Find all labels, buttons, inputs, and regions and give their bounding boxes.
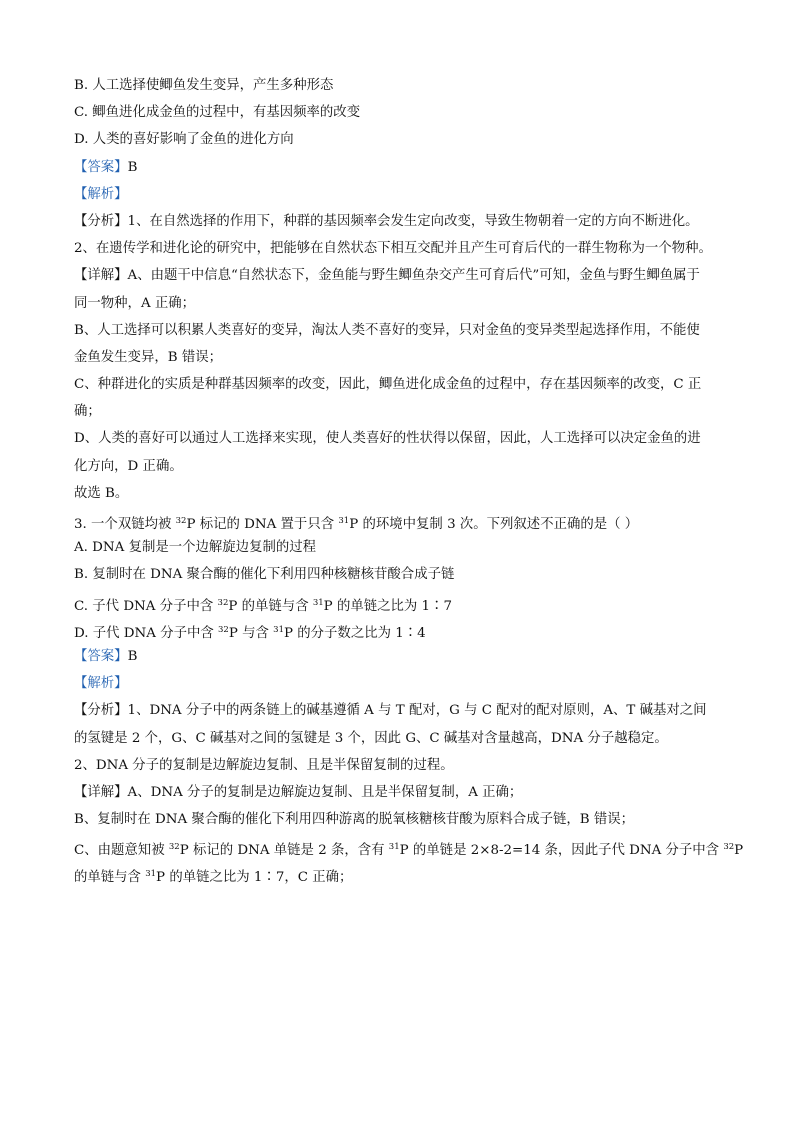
q3-analysis-line: 【分析】1、DNA 分子中的两条链上的碱基遵循 A 与 T 配对，G 与 C 配对的配对原则，A、T 碱基对之间 (74, 703, 707, 719)
q3-answer (74, 647, 726, 667)
superscript-31: 31 (312, 597, 324, 608)
q2-analysis-line: 金鱼发生变异，B 错误； (74, 349, 223, 365)
q3-option-b: B. 复制时在 DNA 聚合酶的催化下利用四种核糖核苷酸合成子链 (74, 567, 455, 583)
q2-analysis-label: 【解析】 (74, 186, 128, 202)
option-part: P 与含 (228, 625, 274, 641)
superscript-32: 32 (175, 516, 187, 526)
superscript-32: 32 (168, 842, 180, 853)
superscript-32: 32 (217, 597, 229, 608)
q2-option-d: D. 人类的喜好影响了金鱼的进化方向 (74, 132, 294, 148)
q2-analysis-line: 【分析】1、在自然选择的作用下，种群的基因频率会发生定向改变，导致生物朝着一定的方向不断进化。 (74, 213, 699, 229)
option-part: C. 子代 DNA 分子中含 (74, 598, 218, 614)
answer-label: 【答案】 (74, 159, 128, 175)
option-part: D. 子代 DNA 分子中含 (74, 625, 219, 641)
q3-option-a: A. DNA 复制是一个边解旋边复制的过程 (74, 540, 317, 556)
q2-analysis-line: 故选 B。 (74, 485, 129, 501)
superscript-31: 31 (388, 842, 400, 853)
q3-analysis-line (74, 837, 744, 859)
option-part: P 的分子数之比为 1∶4 (283, 625, 426, 641)
q2-analysis-line: 同一物种，A 正确； (74, 295, 196, 311)
q3-analysis-line (74, 864, 726, 884)
option-part: P 的单链与含 (228, 598, 313, 614)
answer-value: B (127, 159, 138, 175)
q2-option-c: C. 鲫鱼进化成金鱼的过程中，有基因频率的改变 (74, 105, 361, 121)
q2-answer (74, 158, 726, 178)
q3-analysis-line: 的氢键是 2 个，G、C 碱基对之间的氢键是 3 个，因此 G、C 碱基对含量越高，DNA 分子越稳定。 (74, 730, 668, 746)
option-part: P 的单链之比为 1∶7 (323, 598, 452, 614)
q2-analysis-line: B、人工选择可以积累人类喜好的变异，淘汰人类不喜好的变异，只对金鱼的变异类型起选择作用，不能使 (74, 322, 700, 338)
q3-stem-part: P 的环境中复制 3 次。下列叙述不正确的是（ ） (349, 517, 639, 532)
superscript-32: 32 (723, 842, 735, 853)
answer-label: 【答案】 (74, 648, 128, 664)
q2-analysis-line: 确； (74, 404, 101, 420)
superscript-31: 31 (338, 516, 350, 526)
q3-analysis-line: 【详解】A、DNA 分子的复制是边解旋边复制、且是半保留复制，A 正确； (74, 784, 523, 800)
analysis-part: P 的单链之比为 1∶7，C 正确； (156, 870, 353, 886)
q3-stem (74, 511, 726, 531)
superscript-32: 32 (218, 624, 229, 635)
q2-analysis-line: C、种群进化的实质是种群基因频率的改变，因此，鲫鱼进化成金鱼的过程中，存在基因频率的改变，C 正 (74, 377, 702, 393)
q3-stem-part: 3. 一个双链均被 (74, 517, 176, 532)
analysis-part: P 标记的 DNA 单链是 2 条，含有 (179, 843, 389, 859)
q2-analysis-line: 化方向，D 正确。 (74, 458, 183, 474)
q3-analysis-line: 2、DNA 分子的复制是边解旋边复制、且是半保留复制的过程。 (74, 757, 454, 773)
q2-analysis-line: D、人类的喜好可以通过人工选择来实现，使人类喜好的性状得以保留，因此，人工选择可以决定金鱼的进 (74, 431, 701, 447)
analysis-part: 的单链与含 (74, 870, 146, 886)
q3-analysis-line: B、复制时在 DNA 聚合酶的催化下利用四种游离的脱氧核糖核苷酸为原料合成子链，B 错误； (74, 812, 635, 828)
analysis-part: P 的单链是 2×8-2=14 条，因此子代 DNA 分子中含 (399, 843, 724, 859)
analysis-part: C、由题意知被 (74, 843, 169, 859)
q2-analysis-line: 2、在遗传学和进化论的研究中，把能够在自然状态下相互交配并且产生可育后代的一群生物称为一个物种。 (74, 241, 712, 257)
superscript-31: 31 (145, 869, 157, 880)
q3-option-c (74, 593, 726, 613)
q2-analysis-line: 【详解】A、由题干中信息“自然状态下，金鱼能与野生鲫鱼杂交产生可育后代”可知，金鱼与野生鲫鱼属于 (74, 268, 700, 284)
q2-option-b: B. 人工选择使鲫鱼发生变异，产生多种形态 (74, 78, 334, 93)
q3-option-d (74, 620, 726, 640)
superscript-31: 31 (273, 624, 284, 635)
q3-stem-part: P 标记的 DNA 置于只含 (186, 517, 339, 532)
document-page (74, 76, 744, 892)
analysis-part: P (734, 843, 744, 859)
answer-value: B (127, 648, 138, 664)
q3-analysis-label: 【解析】 (74, 676, 128, 692)
